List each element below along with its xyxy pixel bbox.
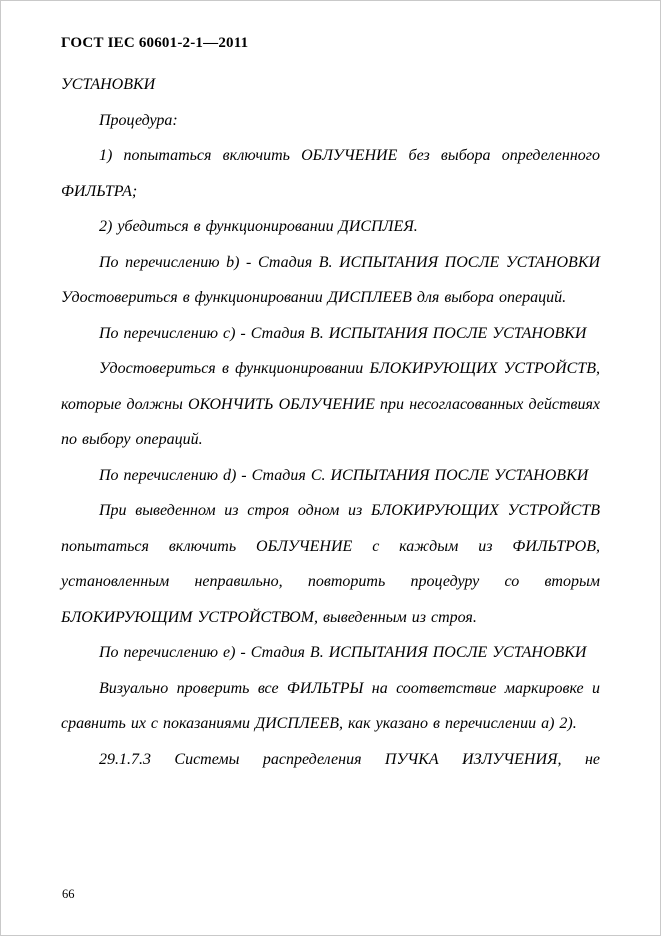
paragraph-ustanovki-continuation: УСТАНОВКИ xyxy=(61,76,156,93)
paragraph-procedure-label: Процедура: xyxy=(99,111,178,129)
paragraph-clause-d-body: При выведенном из строя одном из БЛОКИРУЮЩИХ УСТРОЙСТВ попытаться включить ОБЛУЧЕНИЕ с каждым из ФИЛЬТРОВ, установленным неправильно, повторить процедуру со вторым БЛОКИРУЮЩИМ УСТРОЙСТВОМ, выведенным из строя. xyxy=(61,502,600,626)
page-number: 66 xyxy=(62,887,75,901)
paragraph-clause-c-body: Удостовериться в функционировании БЛОКИРУЮЩИХ УСТРОЙСТВ, которые должны ОКОНЧИТЬ ОБЛУЧЕНИЕ при несогласованных действиях по выбору операций. xyxy=(61,360,600,448)
paragraph-clause-b: По перечислению b) - Стадия В. ИСПЫТАНИЯ ПОСЛЕ УСТАНОВКИ Удостовериться в функционировании ДИСПЛЕЕВ для выбора операций. xyxy=(61,253,600,306)
paragraph-clause-e: По перечислению e) - Стадия В. ИСПЫТАНИЯ ПОСЛЕ УСТАНОВКИ xyxy=(99,644,587,661)
paragraph-step-2: 2) убедиться в функционировании ДИСПЛЕЯ. xyxy=(99,218,418,235)
paragraph-section-29-1-7-3: 29.1.7.3 Системы распределения ПУЧКА ИЗЛУЧЕНИЯ, не xyxy=(99,750,600,768)
document-header-title: ГОСТ IEC 60601-2-1—2011 xyxy=(61,35,249,51)
paragraph-clause-c: По перечислению c) - Стадия В. ИСПЫТАНИЯ ПОСЛЕ УСТАНОВКИ xyxy=(99,324,587,342)
paragraph-step-1: 1) попытаться включить ОБЛУЧЕНИЕ без выбора определенного ФИЛЬТРА; xyxy=(61,147,600,200)
paragraph-clause-d: По перечислению d) - Стадия С. ИСПЫТАНИЯ ПОСЛЕ УСТАНОВКИ xyxy=(99,466,589,484)
paragraph-clause-e-body: Визуально проверить все ФИЛЬТРЫ на соответствие маркировке и сравнить их с показаниями ДИСПЛЕЕВ, как указано в перечислении а) 2). xyxy=(61,679,600,732)
document-body xyxy=(61,67,600,777)
